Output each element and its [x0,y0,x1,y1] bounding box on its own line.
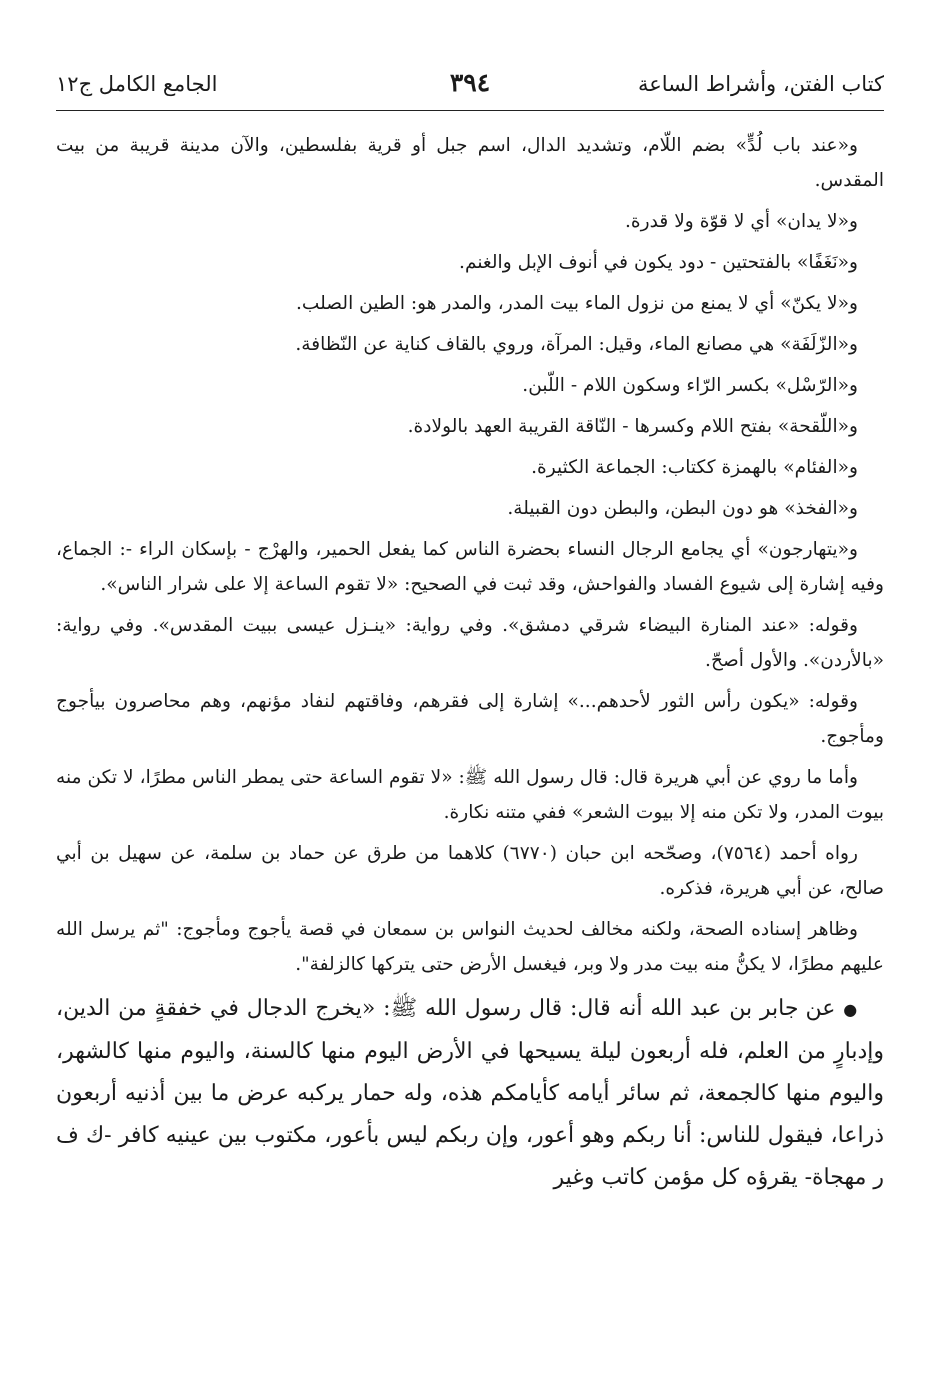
paragraph: و«نَغَفًا» بالفتحتين - دود يكون في أنوف الإبل والغنم. [459,252,858,273]
paragraph: وأما ما روي عن أبي هريرة قال: قال رسول الله ﷺ: «لا تقوم الساعة حتى يمطر الناس مطرًا، لا تكن منه بيوت المدر، ولا تكن منه إلا بيوت الشعر» ففي متنه نكارة. [56,767,884,823]
paragraph: و«اللّقحة» بفتح اللام وكسرها - النّاقة القريبة العهد بالولادة. [407,416,858,437]
paragraph: و«الفئام» بالهمزة ككتاب: الجماعة الكثيرة. [531,457,858,478]
paragraph: و«الرّسْل» بكسر الرّاء وسكون اللام - اللّبن. [522,375,858,396]
page-body [56,128,884,1205]
paragraph: و«الزّلَفَة» هي مصانع الماء، وقيل: المرآة، وروي بالقاف كناية عن النّظافة. [295,334,858,355]
paragraph: وقوله: «عند المنارة البيضاء شرقي دمشق». وفي رواية: «ينـزل عيسى ببيت المقدس». وفي رواية: «بالأردن». والأول أصحّ. [56,615,884,671]
header-rule [56,110,884,111]
paragraph: و«عند باب لُدٍّ» بضم اللّام، وتشديد الدال، اسم جبل أو قرية بفلسطين، والآن مدينة قريبة من بيت المقدس. [56,135,884,191]
paragraph: وقوله: «يكون رأس الثور لأحدهم...» إشارة إلى فقرهم، وفاقتهم لنفاد مؤنهم، وهم محاصرون بيأجوج ومأجوج. [56,691,884,747]
hadith-paragraph [56,988,884,1199]
hadith-text: عن جابر بن عبد الله أنه قال: قال رسول الله ﷺ: «يخرج الدجال في خفقةٍ من الدين، وإدبارٍ من العلم، فله أربعون ليلة يسيحها في الأرض اليوم منها كالسنة، واليوم منها كالشهر، واليوم منها كالجمعة، ثم سائر أيامه كأيامكم هذه، وله حمار يركبه عرض ما بين أذنيه أربعون ذراعا، فيقول للناس: أنا ربكم وهو أعور، وإن ربكم ليس بأعور، مكتوب بين عينيه كافر -ك ف ر مهجاة- يقرؤه كل مؤمن كاتب وغير [56,996,884,1190]
paragraph: و«الفخذ» هو دون البطن، والبطن دون القبيلة. [507,498,858,519]
paragraph: رواه أحمد (٧٥٦٤)، وصحّحه ابن حبان (٦٧٧٠) كلاهما من طرق عن حماد بن سلمة، عن سهيل بن أبي صالح، عن أبي هريرة، فذكره. [56,843,884,899]
running-header [56,66,884,106]
bullet-icon: ● [843,1000,858,1019]
paragraph: و«لا يدان» أي لا قوّة ولا قدرة. [625,211,858,232]
paragraph: وظاهر إسناده الصحة، ولكنه مخالف لحديث النواس بن سمعان في قصة يأجوج ومأجوج: "ثم يرسل الله عليهم مطرًا، لا يكنُّ منه بيت مدر ولا وبر، فيغسل الأرض حتى يتركها كالزلفة". [56,919,884,975]
page-number: ٣٩٤ [449,68,491,97]
volume-label: الجامع الكامل ج١٢ [56,72,218,96]
book-title: كتاب الفتن، وأشراط الساعة [637,72,884,96]
paragraph: و«لا يكنّ» أي لا يمنع من نزول الماء بيت المدر، والمدر هو: الطين الصلب. [295,293,858,314]
paragraph: و«يتهارجون» أي يجامع الرجال النساء بحضرة الناس كما يفعل الحمير، والهرْج - بإسكان الراء -: الجماع، وفيه إشارة إلى شيوع الفساد والفواحش، وقد ثبت في الصحيح: «لا تقوم الساعة إلا على شرار الناس». [56,539,884,595]
